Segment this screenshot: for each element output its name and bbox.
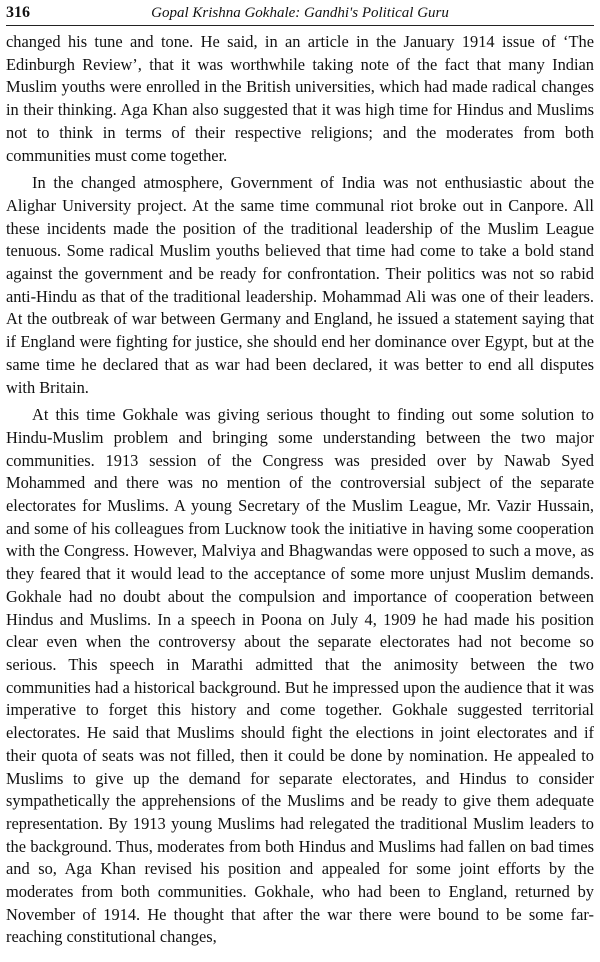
paragraph-changed-atmosphere: In the changed atmosphere, Government of India was not enthusiastic about the Alighar University project. At the same time communal riot broke out in Canpore. All these incidents made the position of the traditional leadership of the Muslim League tenuous. Some radical Muslim youths believed that time had come to take a bold stand against the government and be ready for confrontation. Their politics was not so rabid anti-Hindu as that of the traditional leadership. Mohammad Ali was one of their leaders. At the outbreak of war between Germany and England, he issued a statement saying that if England were fighting for justice, she should end her dominance over Egypt, but at the same time he declared that as war had been declared, it was better to end all disputes with Britain. bbox=[6, 173, 594, 397]
running-head bbox=[6, 0, 594, 26]
paragraph-gokhale-solution: At this time Gokhale was giving serious thought to finding out some solution to Hindu-Muslim problem and bringing some understanding between the two major communities. 1913 session of the Congress was presided over by Nawab Syed Mohammed and there was no mention of the controversial subject of the separate electorates for Muslims. A young Secretary of the Muslim League, Mr. Vazir Hussain, and some of his colleagues from Lucknow took the initiative in having some cooperation with the Congress. However, Malviya and Bhagwandas were opposed to such a move, as they feared that it would lead to the acceptance of some more unjust Muslim demands. Gokhale had no doubt about the compulsion and importance of cooperation between Hindus and Muslims. In a speech in Poona on July 4, 1909 he had made his position clear even when the controversy about the separate electorates had not become so serious. This speech in Marathi admitted that the animosity between the two communities had a historical background. But he impressed upon the audience that it was imperative to forget this history and come together. Gokhale suggested territorial electorates. He said that Muslims should fight the elections in joint electorates and if their quota of seats was not filled, then it could be done by nomination. He appealed to Muslims to give up the demand for separate electorates, and Hindus to consider sympathetically the apprehensions of the Muslims and be ready to give them adequate representation. By 1913 young Muslims had relegated the traditional Muslim leaders to the background. Thus, moderates from both Hindus and Muslims had fallen on bad times and so, Aga Khan revised his position and appealed for some joint efforts by the moderates from both communities. Gokhale, who had been to England, returned by November of 1914. He thought that after the war there were bound to be some far-reaching constitutional changes, bbox=[6, 405, 594, 947]
body-text bbox=[6, 31, 594, 949]
page-number: 316 bbox=[6, 4, 30, 21]
running-title: Gopal Krishna Gokhale: Gandhi's Political Guru bbox=[151, 5, 449, 21]
book-page bbox=[6, 0, 594, 962]
paragraph-continued: changed his tune and tone. He said, in an article in the January 1914 issue of ‘The Edinburgh Review’, that it was worthwhile taking note of the fact that many Indian Muslim youths were enrolled in the British universities, which had made radical changes in their thinking. Aga Khan also suggested that it was high time for Hindus and Muslims not to think in terms of their respective religions; and the moderates from both communities must come together. bbox=[6, 32, 594, 165]
